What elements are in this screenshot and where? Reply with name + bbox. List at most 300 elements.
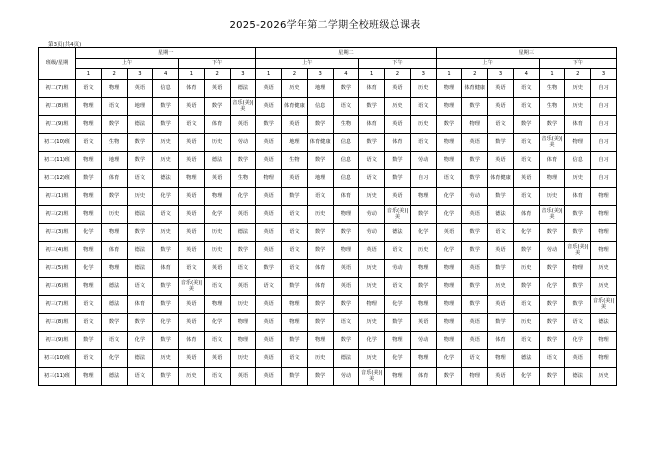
course-cell: 英语 bbox=[462, 205, 488, 223]
course-cell: 语文 bbox=[282, 241, 308, 259]
course-cell: 历史 bbox=[410, 241, 436, 259]
course-cell: 数学 bbox=[101, 313, 127, 331]
period-number: 1 bbox=[436, 69, 462, 80]
course-cell: 英语 bbox=[488, 79, 514, 97]
class-row bbox=[39, 151, 617, 169]
course-cell: 语文 bbox=[333, 313, 359, 331]
course-cell: 自习 bbox=[591, 151, 617, 169]
course-cell: 体育 bbox=[179, 79, 205, 97]
course-cell: 数学 bbox=[333, 295, 359, 313]
period-number: 2 bbox=[204, 69, 230, 80]
period-number: 4 bbox=[333, 69, 359, 80]
course-cell: 德法 bbox=[513, 349, 539, 367]
course-cell: 物理 bbox=[76, 187, 102, 205]
course-cell: 物理 bbox=[410, 295, 436, 313]
course-cell: 语文 bbox=[488, 115, 514, 133]
course-cell: 英语 bbox=[256, 367, 282, 385]
course-cell: 英语 bbox=[204, 169, 230, 187]
course-cell: 物理 bbox=[385, 331, 411, 349]
course-cell: 英语 bbox=[333, 277, 359, 295]
course-cell: 语文 bbox=[76, 133, 102, 151]
course-cell: 语文 bbox=[385, 277, 411, 295]
course-cell: 语文 bbox=[282, 259, 308, 277]
course-cell: 物理 bbox=[436, 313, 462, 331]
course-cell: 历史 bbox=[488, 277, 514, 295]
course-cell: 英语 bbox=[513, 169, 539, 187]
course-cell: 数学 bbox=[256, 115, 282, 133]
course-cell: 音乐(美)|美 bbox=[591, 295, 617, 313]
course-cell: 英语 bbox=[488, 367, 514, 385]
course-cell: 物理 bbox=[307, 331, 333, 349]
course-cell: 德法 bbox=[204, 151, 230, 169]
course-cell: 历史 bbox=[359, 259, 385, 277]
course-cell: 数学 bbox=[307, 223, 333, 241]
course-cell: 数学 bbox=[488, 187, 514, 205]
course-cell: 英语 bbox=[410, 313, 436, 331]
course-cell: 体育 bbox=[385, 133, 411, 151]
course-cell: 体育 bbox=[359, 79, 385, 97]
course-cell: 英语 bbox=[179, 151, 205, 169]
course-cell: 数学 bbox=[153, 331, 179, 349]
course-cell: 德法 bbox=[101, 295, 127, 313]
schedule-table bbox=[38, 47, 617, 386]
course-cell: 物理 bbox=[436, 277, 462, 295]
course-cell: 生物 bbox=[539, 79, 565, 97]
course-cell: 音乐(美)|美 bbox=[385, 205, 411, 223]
course-cell: 体育 bbox=[488, 331, 514, 349]
course-cell: 英语 bbox=[256, 97, 282, 115]
period-number: 1 bbox=[539, 69, 565, 80]
course-cell: 物理 bbox=[565, 133, 591, 151]
course-cell: 物理 bbox=[436, 133, 462, 151]
course-cell: 物理 bbox=[76, 367, 102, 385]
course-cell: 化学 bbox=[436, 241, 462, 259]
course-cell: 物理 bbox=[539, 169, 565, 187]
course-cell: 历史 bbox=[153, 133, 179, 151]
course-cell: 数学 bbox=[539, 367, 565, 385]
course-cell: 地理 bbox=[101, 151, 127, 169]
course-cell: 语文 bbox=[282, 205, 308, 223]
course-cell: 数学 bbox=[282, 187, 308, 205]
course-cell: 历史 bbox=[230, 295, 256, 313]
course-cell: 数学 bbox=[565, 295, 591, 313]
course-cell: 物理 bbox=[76, 115, 102, 133]
day-header: 星期一 bbox=[76, 48, 256, 59]
course-cell: 德法 bbox=[127, 241, 153, 259]
course-cell: 语文 bbox=[488, 223, 514, 241]
course-cell: 物理 bbox=[204, 187, 230, 205]
course-cell: 语文 bbox=[462, 349, 488, 367]
course-cell: 数学 bbox=[513, 115, 539, 133]
course-cell: 德法 bbox=[127, 349, 153, 367]
course-cell: 数学 bbox=[539, 313, 565, 331]
course-cell: 英语 bbox=[488, 241, 514, 259]
course-cell: 数学 bbox=[230, 151, 256, 169]
course-cell: 数学 bbox=[462, 223, 488, 241]
course-cell: 数学 bbox=[410, 205, 436, 223]
course-cell: 物理 bbox=[76, 97, 102, 115]
course-cell: 英语 bbox=[256, 133, 282, 151]
course-cell: 德法 bbox=[101, 277, 127, 295]
class-row bbox=[39, 205, 617, 223]
course-cell: 德法 bbox=[127, 115, 153, 133]
course-cell: 劳动 bbox=[462, 187, 488, 205]
course-cell: 历史 bbox=[565, 97, 591, 115]
course-cell: 化学 bbox=[204, 313, 230, 331]
class-row bbox=[39, 79, 617, 97]
course-cell: 英语 bbox=[256, 151, 282, 169]
course-cell: 体育 bbox=[101, 241, 127, 259]
class-row bbox=[39, 259, 617, 277]
course-cell: 物理 bbox=[436, 151, 462, 169]
course-cell: 英语 bbox=[565, 349, 591, 367]
course-cell: 体育 bbox=[565, 187, 591, 205]
period-number: 4 bbox=[513, 69, 539, 80]
course-cell: 物理 bbox=[436, 331, 462, 349]
class-row bbox=[39, 295, 617, 313]
course-cell: 语文 bbox=[101, 331, 127, 349]
course-cell: 物理 bbox=[591, 241, 617, 259]
period-number: 2 bbox=[565, 69, 591, 80]
class-name-cell: 初三(8)班 bbox=[39, 313, 76, 331]
course-cell: 历史 bbox=[101, 205, 127, 223]
period-number: 1 bbox=[76, 69, 102, 80]
course-cell: 数学 bbox=[513, 277, 539, 295]
course-cell: 体育 bbox=[307, 277, 333, 295]
course-cell: 英语 bbox=[359, 241, 385, 259]
course-cell: 数学 bbox=[153, 97, 179, 115]
course-cell: 历史 bbox=[153, 349, 179, 367]
course-cell: 历史 bbox=[282, 79, 308, 97]
course-cell: 语文 bbox=[565, 313, 591, 331]
course-cell: 英语 bbox=[256, 241, 282, 259]
course-cell: 英语 bbox=[256, 349, 282, 367]
course-cell: 语文 bbox=[307, 187, 333, 205]
course-cell: 化学 bbox=[204, 205, 230, 223]
class-name-cell: 初二(9)班 bbox=[39, 115, 76, 133]
course-cell: 语文 bbox=[76, 79, 102, 97]
course-cell: 音乐(美)|美 bbox=[359, 367, 385, 385]
course-cell: 自习 bbox=[591, 97, 617, 115]
course-cell: 数学 bbox=[436, 367, 462, 385]
course-cell: 语文 bbox=[101, 97, 127, 115]
course-cell: 语文 bbox=[204, 331, 230, 349]
course-cell: 体育 bbox=[179, 331, 205, 349]
course-cell: 物理 bbox=[436, 97, 462, 115]
course-cell: 地理 bbox=[282, 133, 308, 151]
class-name-cell: 初三(11)班 bbox=[39, 367, 76, 385]
course-cell: 语文 bbox=[513, 151, 539, 169]
course-cell: 英语 bbox=[385, 79, 411, 97]
class-row bbox=[39, 241, 617, 259]
course-cell: 化学 bbox=[410, 223, 436, 241]
course-cell: 历史 bbox=[359, 277, 385, 295]
course-cell: 体育 bbox=[565, 115, 591, 133]
course-cell: 语文 bbox=[179, 259, 205, 277]
course-cell: 数学 bbox=[256, 259, 282, 277]
period-number: 3 bbox=[410, 69, 436, 80]
course-cell: 语文 bbox=[513, 133, 539, 151]
course-cell: 英语 bbox=[204, 349, 230, 367]
course-cell: 劳动 bbox=[333, 367, 359, 385]
course-cell: 数学 bbox=[462, 295, 488, 313]
course-cell: 英语 bbox=[282, 169, 308, 187]
course-cell: 数学 bbox=[436, 115, 462, 133]
course-cell: 物理 bbox=[488, 349, 514, 367]
course-cell: 音乐(美)|美 bbox=[565, 241, 591, 259]
course-cell: 音乐(美)|美 bbox=[539, 133, 565, 151]
period-number: 2 bbox=[385, 69, 411, 80]
course-cell: 数学 bbox=[153, 295, 179, 313]
course-cell: 物理 bbox=[591, 349, 617, 367]
course-cell: 体育 bbox=[204, 115, 230, 133]
course-cell: 化学 bbox=[127, 331, 153, 349]
course-cell: 音乐(美)|美 bbox=[179, 277, 205, 295]
course-cell: 体育 bbox=[513, 205, 539, 223]
course-cell: 化学 bbox=[436, 349, 462, 367]
course-cell: 数学 bbox=[488, 133, 514, 151]
course-cell: 历史 bbox=[410, 115, 436, 133]
course-cell: 英语 bbox=[179, 97, 205, 115]
course-cell: 历史 bbox=[385, 97, 411, 115]
course-cell: 化学 bbox=[436, 205, 462, 223]
class-name-cell: 初三(9)班 bbox=[39, 331, 76, 349]
course-cell: 数学 bbox=[76, 331, 102, 349]
period-number: 4 bbox=[153, 69, 179, 80]
course-cell: 体育健康 bbox=[282, 97, 308, 115]
course-cell: 英语 bbox=[256, 205, 282, 223]
course-cell: 德法 bbox=[333, 349, 359, 367]
course-cell: 数学 bbox=[333, 79, 359, 97]
course-cell: 数学 bbox=[565, 223, 591, 241]
course-cell: 数学 bbox=[282, 277, 308, 295]
class-row bbox=[39, 331, 617, 349]
course-cell: 数学 bbox=[307, 313, 333, 331]
morning-header: 上午 bbox=[436, 58, 539, 69]
course-cell: 物理 bbox=[230, 331, 256, 349]
class-row bbox=[39, 187, 617, 205]
course-cell: 历史 bbox=[204, 223, 230, 241]
class-name-cell: 初二(11)班 bbox=[39, 151, 76, 169]
course-cell: 体育健康 bbox=[462, 79, 488, 97]
course-cell: 英语 bbox=[230, 115, 256, 133]
class-name-cell: 初三(2)班 bbox=[39, 205, 76, 223]
course-cell: 语文 bbox=[76, 349, 102, 367]
course-cell: 德法 bbox=[230, 79, 256, 97]
course-cell: 劳动 bbox=[539, 241, 565, 259]
course-cell: 数学 bbox=[101, 187, 127, 205]
course-cell: 劳动 bbox=[359, 223, 385, 241]
course-cell: 劳动 bbox=[230, 133, 256, 151]
course-cell: 数学 bbox=[333, 223, 359, 241]
course-cell: 物理 bbox=[282, 313, 308, 331]
course-cell: 数学 bbox=[307, 295, 333, 313]
class-row bbox=[39, 349, 617, 367]
course-cell: 历史 bbox=[230, 349, 256, 367]
course-cell: 英语 bbox=[256, 187, 282, 205]
course-cell: 语文 bbox=[76, 295, 102, 313]
course-cell: 自习 bbox=[591, 133, 617, 151]
course-cell: 语文 bbox=[513, 331, 539, 349]
period-number: 1 bbox=[359, 69, 385, 80]
course-cell: 体育 bbox=[539, 151, 565, 169]
class-name-cell: 初三(10)班 bbox=[39, 349, 76, 367]
course-cell: 英语 bbox=[179, 241, 205, 259]
class-name-cell: 初三(7)班 bbox=[39, 295, 76, 313]
course-cell: 历史 bbox=[359, 313, 385, 331]
course-cell: 历史 bbox=[591, 277, 617, 295]
course-cell: 物理 bbox=[462, 115, 488, 133]
course-cell: 生物 bbox=[282, 151, 308, 169]
course-cell: 地理 bbox=[307, 79, 333, 97]
course-cell: 化学 bbox=[513, 367, 539, 385]
course-cell: 历史 bbox=[307, 205, 333, 223]
course-cell: 物理 bbox=[591, 205, 617, 223]
course-cell: 语文 bbox=[256, 277, 282, 295]
course-cell: 德法 bbox=[488, 205, 514, 223]
course-cell: 体育健康 bbox=[307, 133, 333, 151]
page-number-label: 第3页(共4页) bbox=[48, 42, 82, 48]
course-cell: 数学 bbox=[307, 151, 333, 169]
day-header: 星期二 bbox=[256, 48, 436, 59]
course-cell: 物理 bbox=[565, 259, 591, 277]
course-cell: 德法 bbox=[127, 205, 153, 223]
class-name-cell: 初二(10)班 bbox=[39, 133, 76, 151]
class-row bbox=[39, 277, 617, 295]
course-cell: 信息 bbox=[307, 97, 333, 115]
course-cell: 信息 bbox=[565, 151, 591, 169]
course-cell: 数学 bbox=[565, 205, 591, 223]
course-cell: 物理 bbox=[333, 205, 359, 223]
course-cell: 体育 bbox=[307, 259, 333, 277]
course-cell: 体育 bbox=[359, 115, 385, 133]
course-cell: 语文 bbox=[410, 133, 436, 151]
course-cell: 英语 bbox=[204, 259, 230, 277]
course-cell: 语文 bbox=[385, 241, 411, 259]
course-cell: 语文 bbox=[153, 205, 179, 223]
course-cell: 语文 bbox=[179, 115, 205, 133]
course-cell: 语文 bbox=[539, 349, 565, 367]
course-cell: 物理 bbox=[410, 259, 436, 277]
class-name-cell: 初二(12)班 bbox=[39, 169, 76, 187]
course-cell: 化学 bbox=[539, 277, 565, 295]
course-cell: 数学 bbox=[385, 169, 411, 187]
course-cell: 数学 bbox=[101, 115, 127, 133]
course-cell: 数学 bbox=[127, 223, 153, 241]
course-cell: 化学 bbox=[230, 187, 256, 205]
course-cell: 数学 bbox=[462, 97, 488, 115]
course-cell: 音乐(美)|美 bbox=[539, 205, 565, 223]
course-cell: 英语 bbox=[230, 277, 256, 295]
course-cell: 德法 bbox=[565, 367, 591, 385]
course-cell: 体育 bbox=[153, 259, 179, 277]
course-cell: 英语 bbox=[462, 259, 488, 277]
course-cell: 数学 bbox=[462, 169, 488, 187]
course-cell: 历史 bbox=[539, 187, 565, 205]
course-cell: 德法 bbox=[101, 367, 127, 385]
course-cell: 英语 bbox=[333, 259, 359, 277]
course-cell: 历史 bbox=[565, 169, 591, 187]
course-cell: 英语 bbox=[462, 313, 488, 331]
corner-cell: 班级/星期 bbox=[39, 48, 76, 80]
course-cell: 数学 bbox=[153, 115, 179, 133]
period-header-row bbox=[39, 58, 617, 69]
course-cell: 数学 bbox=[462, 277, 488, 295]
period-number: 3 bbox=[127, 69, 153, 80]
course-cell: 化学 bbox=[565, 331, 591, 349]
course-cell: 历史 bbox=[153, 223, 179, 241]
course-cell: 英语 bbox=[179, 133, 205, 151]
class-row bbox=[39, 169, 617, 187]
course-cell: 音乐(美)|美 bbox=[230, 97, 256, 115]
course-cell: 物理 bbox=[76, 151, 102, 169]
course-cell: 历史 bbox=[153, 151, 179, 169]
course-cell: 英语 bbox=[385, 187, 411, 205]
course-cell: 化学 bbox=[153, 313, 179, 331]
course-cell: 地理 bbox=[307, 169, 333, 187]
course-cell: 物理 bbox=[385, 367, 411, 385]
course-cell: 物理 bbox=[591, 331, 617, 349]
course-cell: 英语 bbox=[179, 295, 205, 313]
course-cell: 劳动 bbox=[410, 331, 436, 349]
course-cell: 生物 bbox=[101, 133, 127, 151]
course-cell: 数学 bbox=[307, 241, 333, 259]
course-cell: 物理 bbox=[591, 187, 617, 205]
class-name-cell: 初三(3)班 bbox=[39, 223, 76, 241]
course-cell: 数学 bbox=[385, 151, 411, 169]
class-name-cell: 初二(8)班 bbox=[39, 97, 76, 115]
course-cell: 物理 bbox=[591, 223, 617, 241]
course-cell: 德法 bbox=[591, 313, 617, 331]
course-cell: 物理 bbox=[436, 259, 462, 277]
course-cell: 历史 bbox=[359, 349, 385, 367]
afternoon-header: 下午 bbox=[179, 58, 256, 69]
course-cell: 英语 bbox=[256, 331, 282, 349]
course-cell: 数学 bbox=[539, 295, 565, 313]
course-cell: 地理 bbox=[127, 97, 153, 115]
course-cell: 信息 bbox=[153, 79, 179, 97]
course-cell: 化学 bbox=[513, 223, 539, 241]
course-cell: 物理 bbox=[101, 223, 127, 241]
class-name-cell: 初三(1)班 bbox=[39, 187, 76, 205]
course-cell: 语文 bbox=[359, 169, 385, 187]
class-row bbox=[39, 115, 617, 133]
course-cell: 数学 bbox=[462, 241, 488, 259]
course-cell: 历史 bbox=[179, 367, 205, 385]
course-cell: 数学 bbox=[359, 133, 385, 151]
course-cell: 德法 bbox=[153, 169, 179, 187]
course-cell: 数学 bbox=[153, 367, 179, 385]
course-cell: 英语 bbox=[436, 223, 462, 241]
course-cell: 体育 bbox=[410, 367, 436, 385]
course-cell: 历史 bbox=[591, 367, 617, 385]
afternoon-header: 下午 bbox=[359, 58, 436, 69]
course-cell: 生物 bbox=[539, 97, 565, 115]
course-cell: 数学 bbox=[565, 277, 591, 295]
course-cell: 数学 bbox=[76, 169, 102, 187]
course-cell: 化学 bbox=[385, 295, 411, 313]
period-number: 1 bbox=[256, 69, 282, 80]
course-cell: 劳动 bbox=[410, 151, 436, 169]
course-cell: 历史 bbox=[513, 259, 539, 277]
course-cell: 信息 bbox=[333, 133, 359, 151]
afternoon-header: 下午 bbox=[539, 58, 616, 69]
course-cell: 数学 bbox=[153, 277, 179, 295]
course-cell: 物理 bbox=[462, 367, 488, 385]
course-cell: 历史 bbox=[307, 349, 333, 367]
course-cell: 数学 bbox=[204, 97, 230, 115]
course-cell: 数学 bbox=[359, 97, 385, 115]
